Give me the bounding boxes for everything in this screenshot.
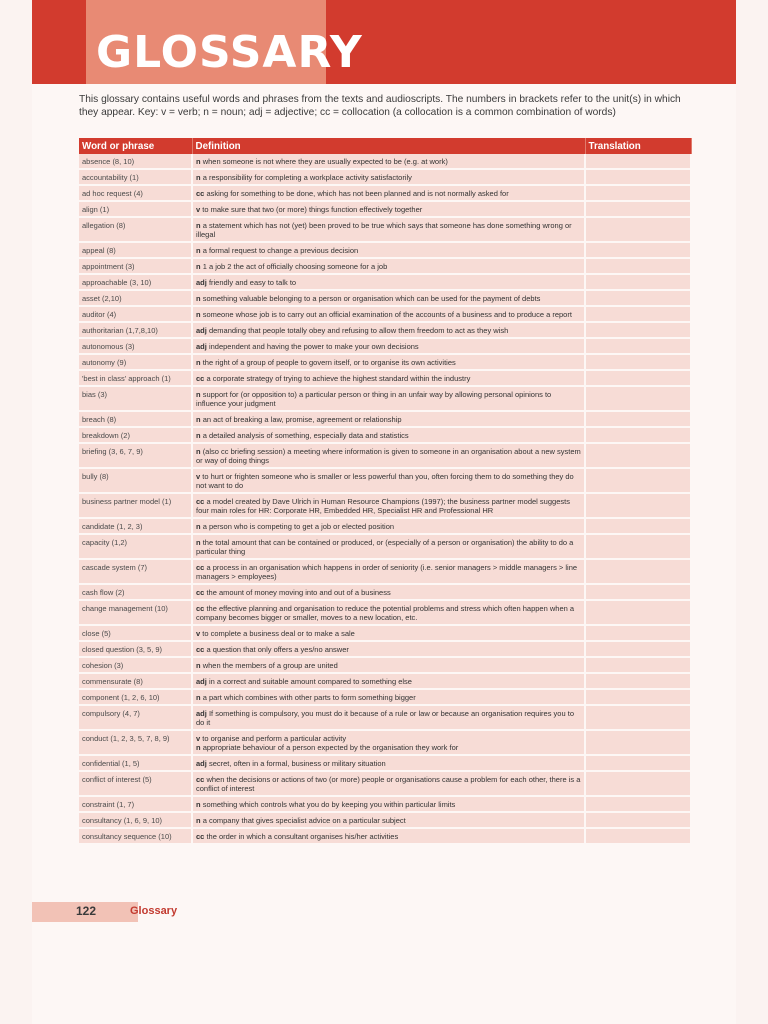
definition-text: a formal request to change a previous decision xyxy=(202,246,359,255)
table-row xyxy=(79,584,691,600)
table-row xyxy=(79,828,691,844)
definition-text: 1 a job 2 the act of officially choosing someone for a job xyxy=(202,262,388,271)
glossary-definition xyxy=(192,828,585,844)
translation-cell[interactable] xyxy=(585,584,691,600)
table-row xyxy=(79,370,691,386)
table-row xyxy=(79,338,691,354)
part-of-speech: adj xyxy=(196,278,207,287)
definition-text: when someone is not where they are usually expected to be (e.g. at work) xyxy=(202,157,448,166)
glossary-term: closed question (3, 5, 9) xyxy=(79,641,192,657)
definition-text: a responsibility for completing a workplace activity satisfactorily xyxy=(202,173,412,182)
glossary-term: cohesion (3) xyxy=(79,657,192,673)
table-row xyxy=(79,559,691,584)
translation-cell[interactable] xyxy=(585,154,691,169)
table-row xyxy=(79,427,691,443)
definition-text: appropriate behaviour of a person expected by the organisation they work for xyxy=(202,743,459,752)
translation-cell[interactable] xyxy=(585,274,691,290)
part-of-speech: n xyxy=(196,538,201,547)
glossary-definition xyxy=(192,705,585,730)
glossary-term: confidential (1, 5) xyxy=(79,755,192,771)
glossary-term: capacity (1,2) xyxy=(79,534,192,559)
part-of-speech: n xyxy=(196,262,201,271)
translation-cell[interactable] xyxy=(585,518,691,534)
part-of-speech: v xyxy=(196,205,201,214)
glossary-term: auditor (4) xyxy=(79,306,192,322)
glossary-definition xyxy=(192,306,585,322)
glossary-definition xyxy=(192,755,585,771)
glossary-term: breach (8) xyxy=(79,411,192,427)
glossary-term: breakdown (2) xyxy=(79,427,192,443)
glossary-definition xyxy=(192,169,585,185)
table-row xyxy=(79,258,691,274)
glossary-term: conduct (1, 2, 3, 5, 7, 8, 9) xyxy=(79,730,192,755)
table-row xyxy=(79,796,691,812)
part-of-speech: cc xyxy=(196,563,205,572)
glossary-term: accountability (1) xyxy=(79,169,192,185)
table-row xyxy=(79,306,691,322)
glossary-term: close (5) xyxy=(79,625,192,641)
definition-text: a person who is competing to get a job or elected position xyxy=(202,522,395,531)
part-of-speech: v xyxy=(196,472,201,481)
part-of-speech: n xyxy=(196,522,201,531)
definition-text: in a correct and suitable amount compared to something else xyxy=(208,677,412,686)
definition-text: to hurt or frighten someone who is smaller or less powerful than you, often forcing them to do something they do not want to do xyxy=(196,472,574,490)
definition-text: a corporate strategy of trying to achieve the highest standard within the industry xyxy=(206,374,471,383)
part-of-speech: cc xyxy=(196,497,205,506)
table-row xyxy=(79,534,691,559)
table-row xyxy=(79,201,691,217)
table-row xyxy=(79,290,691,306)
table-row xyxy=(79,600,691,625)
table-row xyxy=(79,322,691,338)
glossary-definition xyxy=(192,534,585,559)
translation-cell[interactable] xyxy=(585,534,691,559)
table-row xyxy=(79,771,691,796)
part-of-speech: n xyxy=(196,693,201,702)
translation-cell[interactable] xyxy=(585,217,691,242)
part-of-speech: n xyxy=(196,390,201,399)
glossary-definition xyxy=(192,468,585,493)
definition-text: a part which combines with other parts to form something bigger xyxy=(202,693,416,702)
definition-text: friendly and easy to talk to xyxy=(208,278,297,287)
definition-text: when the decisions or actions of two (or more) people or organisations cause a problem for each other, there is a conflict of interest xyxy=(196,775,581,793)
translation-cell[interactable] xyxy=(585,185,691,201)
part-of-speech: cc xyxy=(196,775,205,784)
translation-cell[interactable] xyxy=(585,201,691,217)
part-of-speech: n xyxy=(196,661,201,670)
translation-cell[interactable] xyxy=(585,338,691,354)
glossary-term: candidate (1, 2, 3) xyxy=(79,518,192,534)
translation-cell[interactable] xyxy=(585,641,691,657)
table-row xyxy=(79,386,691,411)
glossary-definition xyxy=(192,258,585,274)
translation-cell[interactable] xyxy=(585,812,691,828)
glossary-definition xyxy=(192,657,585,673)
definition-text: a model created by Dave Ulrich in Human Resource Champions (1997); the business partner model suggests four main roles for HR: Corporate HR, Embedded HR, Specialist HR and Professional HR xyxy=(196,497,570,515)
glossary-term: component (1, 2, 6, 10) xyxy=(79,689,192,705)
translation-cell[interactable] xyxy=(585,625,691,641)
part-of-speech: v xyxy=(196,629,201,638)
translation-cell[interactable] xyxy=(585,689,691,705)
glossary-term: autonomous (3) xyxy=(79,338,192,354)
table-row xyxy=(79,730,691,755)
column-header-definition: Definition xyxy=(192,138,585,154)
translation-cell[interactable] xyxy=(585,468,691,493)
translation-cell[interactable] xyxy=(585,290,691,306)
definition-text: something which controls what you do by keeping you within particular limits xyxy=(202,800,456,809)
definition-text: someone whose job is to carry out an official examination of the accounts of a business and to produce a report xyxy=(202,310,572,319)
definition-text: a process in an organisation which happens in order of seniority (i.e. senior managers > middle managers > line managers > employees) xyxy=(196,563,578,581)
table-row xyxy=(79,518,691,534)
table-row xyxy=(79,274,691,290)
definition-text: secret, often in a formal, business or military situation xyxy=(208,759,386,768)
table-row xyxy=(79,411,691,427)
glossary-definition xyxy=(192,771,585,796)
definition-text: asking for something to be done, which has not been planned and is not normally asked for xyxy=(206,189,509,198)
glossary-definition xyxy=(192,274,585,290)
part-of-speech: n xyxy=(196,157,201,166)
glossary-term: allegation (8) xyxy=(79,217,192,242)
table-row xyxy=(79,468,691,493)
glossary-table xyxy=(79,138,692,845)
definition-text: the amount of money moving into and out of a business xyxy=(206,588,391,597)
glossary-term: approachable (3, 10) xyxy=(79,274,192,290)
glossary-definition xyxy=(192,673,585,689)
definition-text: a company that gives specialist advice on a particular subject xyxy=(202,816,406,825)
table-row xyxy=(79,217,691,242)
translation-cell[interactable] xyxy=(585,755,691,771)
glossary-definition xyxy=(192,427,585,443)
table-row xyxy=(79,657,691,673)
column-header-word: Word or phrase xyxy=(79,138,192,154)
glossary-term: constraint (1, 7) xyxy=(79,796,192,812)
glossary-definition xyxy=(192,689,585,705)
translation-cell[interactable] xyxy=(585,828,691,844)
glossary-term: briefing (3, 6, 7, 9) xyxy=(79,443,192,468)
glossary-definition xyxy=(192,812,585,828)
glossary-definition xyxy=(192,411,585,427)
definition-text: (also cc briefing session) a meeting where information is given to someone in an organisation about a new system or way of doing things xyxy=(196,447,581,465)
definition-text: to complete a business deal or to make a sale xyxy=(202,629,355,638)
table-row xyxy=(79,755,691,771)
glossary-definition xyxy=(192,641,585,657)
translation-cell[interactable] xyxy=(585,730,691,755)
part-of-speech: v xyxy=(196,734,201,743)
definition-text: If something is compulsory, you must do it because of a rule or law or because an organisation requires you to do it xyxy=(196,709,574,727)
glossary-term: consultancy sequence (10) xyxy=(79,828,192,844)
translation-cell[interactable] xyxy=(585,258,691,274)
column-header-translation: Translation xyxy=(585,138,691,154)
part-of-speech: n xyxy=(196,447,201,456)
translation-cell[interactable] xyxy=(585,411,691,427)
translation-cell[interactable] xyxy=(585,306,691,322)
definition-text: the total amount that can be contained or produced, or (especially of a person or organisation) the ability to do a particular thing xyxy=(196,538,574,556)
part-of-speech: cc xyxy=(196,588,205,597)
table-row xyxy=(79,154,691,169)
translation-cell[interactable] xyxy=(585,673,691,689)
glossary-definition xyxy=(192,201,585,217)
definition-text: a detailed analysis of something, especially data and statistics xyxy=(202,431,409,440)
part-of-speech: n xyxy=(196,431,201,440)
table-row xyxy=(79,705,691,730)
translation-cell[interactable] xyxy=(585,559,691,584)
glossary-term: bias (3) xyxy=(79,386,192,411)
definition-text: the effective planning and organisation to reduce the potential problems and stress which often happen when a company becomes bigger or smaller, moves to a new location, etc. xyxy=(196,604,575,622)
translation-cell[interactable] xyxy=(585,796,691,812)
table-row xyxy=(79,493,691,518)
glossary-term: authoritarian (1,7,8,10) xyxy=(79,322,192,338)
translation-cell[interactable] xyxy=(585,493,691,518)
intro-text: This glossary contains useful words and phrases from the texts and audioscripts. The numbers in brackets refer to the unit(s) in which they appear. Key: v = verb; n = noun; adj = adjective; cc = collocation (a collocation is a common combination of words) xyxy=(79,94,681,118)
part-of-speech: n xyxy=(196,415,201,424)
table-row xyxy=(79,354,691,370)
translation-cell[interactable] xyxy=(585,322,691,338)
glossary-term: asset (2,10) xyxy=(79,290,192,306)
part-of-speech: n xyxy=(196,294,201,303)
part-of-speech: adj xyxy=(196,759,207,768)
header-banner xyxy=(32,0,736,84)
definition-text: independent and having the power to make your own decisions xyxy=(208,342,419,351)
glossary-term: conflict of interest (5) xyxy=(79,771,192,796)
glossary-definition xyxy=(192,185,585,201)
glossary-term: commensurate (8) xyxy=(79,673,192,689)
table-row xyxy=(79,641,691,657)
part-of-speech: adj xyxy=(196,326,207,335)
part-of-speech: n xyxy=(196,246,201,255)
translation-cell[interactable] xyxy=(585,427,691,443)
glossary-body xyxy=(79,154,691,844)
part-of-speech: n xyxy=(196,358,201,367)
glossary-definition xyxy=(192,625,585,641)
page-title: GLOSSARY xyxy=(96,27,363,78)
translation-cell[interactable] xyxy=(585,657,691,673)
glossary-definition xyxy=(192,338,585,354)
glossary-definition xyxy=(192,354,585,370)
table-row xyxy=(79,242,691,258)
glossary-definition xyxy=(192,730,585,755)
page-number: 122 xyxy=(76,904,97,918)
glossary-definition xyxy=(192,217,585,242)
glossary-definition xyxy=(192,386,585,411)
translation-cell[interactable] xyxy=(585,386,691,411)
glossary-term: compulsory (4, 7) xyxy=(79,705,192,730)
translation-cell[interactable] xyxy=(585,600,691,625)
definition-text: to make sure that two (or more) things function effectively together xyxy=(202,205,423,214)
table-row xyxy=(79,185,691,201)
glossary-definition xyxy=(192,518,585,534)
glossary-term: bully (8) xyxy=(79,468,192,493)
definition-text: an act of breaking a law, promise, agreement or relationship xyxy=(202,415,402,424)
part-of-speech: cc xyxy=(196,374,205,383)
definition-text: demanding that people totally obey and refusing to allow them freedom to act as they wish xyxy=(208,326,509,335)
definition-text: support for (or opposition to) a particular person or thing in an unfair way by allowing personal opinions to influence your judgment xyxy=(196,390,552,408)
part-of-speech: cc xyxy=(196,832,205,841)
glossary-definition xyxy=(192,322,585,338)
translation-cell[interactable] xyxy=(585,705,691,730)
glossary-term: 'best in class' approach (1) xyxy=(79,370,192,386)
part-of-speech: n xyxy=(196,221,201,230)
glossary-definition xyxy=(192,290,585,306)
table-row xyxy=(79,689,691,705)
definition-text: a question that only offers a yes/no answer xyxy=(206,645,349,654)
glossary-definition xyxy=(192,370,585,386)
definition-text: a statement which has not (yet) been proved to be true which says that someone has done something wrong or illegal xyxy=(196,221,572,239)
translation-cell[interactable] xyxy=(585,771,691,796)
glossary-term: business partner model (1) xyxy=(79,493,192,518)
part-of-speech: n xyxy=(196,173,201,182)
table-header-row xyxy=(79,138,691,154)
glossary-definition xyxy=(192,559,585,584)
translation-cell[interactable] xyxy=(585,242,691,258)
part-of-speech: n xyxy=(196,800,201,809)
glossary-definition xyxy=(192,443,585,468)
glossary-term: align (1) xyxy=(79,201,192,217)
translation-cell[interactable] xyxy=(585,354,691,370)
glossary-definition xyxy=(192,242,585,258)
part-of-speech: n xyxy=(196,816,201,825)
definition-text: the order in which a consultant organises his/her activities xyxy=(206,832,399,841)
footer-label: Glossary xyxy=(130,905,178,917)
part-of-speech: cc xyxy=(196,604,205,613)
glossary-term: change management (10) xyxy=(79,600,192,625)
glossary-definition xyxy=(192,584,585,600)
glossary-definition xyxy=(192,154,585,169)
glossary-term: appointment (3) xyxy=(79,258,192,274)
glossary-term: cascade system (7) xyxy=(79,559,192,584)
translation-cell[interactable] xyxy=(585,443,691,468)
part-of-speech: adj xyxy=(196,677,207,686)
definition-text: to organise and perform a particular activity xyxy=(202,734,347,743)
definition-text: when the members of a group are united xyxy=(202,661,338,670)
definition-text: something valuable belonging to a person or organisation which can be used for the payment of debts xyxy=(202,294,541,303)
glossary-definition xyxy=(192,600,585,625)
glossary-term: cash flow (2) xyxy=(79,584,192,600)
glossary-definition xyxy=(192,796,585,812)
part-of-speech: cc xyxy=(196,189,205,198)
translation-cell[interactable] xyxy=(585,370,691,386)
part-of-speech: adj xyxy=(196,709,207,718)
part-of-speech: n xyxy=(196,310,201,319)
table-row xyxy=(79,443,691,468)
table-row xyxy=(79,169,691,185)
part-of-speech: adj xyxy=(196,342,207,351)
glossary-term: absence (8, 10) xyxy=(79,154,192,169)
table-row xyxy=(79,812,691,828)
glossary-definition xyxy=(192,493,585,518)
glossary-term: ad hoc request (4) xyxy=(79,185,192,201)
part-of-speech: cc xyxy=(196,645,205,654)
table-row xyxy=(79,625,691,641)
translation-cell[interactable] xyxy=(585,169,691,185)
glossary-term: autonomy (9) xyxy=(79,354,192,370)
glossary-term: appeal (8) xyxy=(79,242,192,258)
glossary-term: consultancy (1, 6, 9, 10) xyxy=(79,812,192,828)
part-of-speech: n xyxy=(196,743,201,752)
glossary-page xyxy=(32,0,736,1024)
table-row xyxy=(79,673,691,689)
definition-text: the right of a group of people to govern itself, or to organise its own activities xyxy=(202,358,456,367)
